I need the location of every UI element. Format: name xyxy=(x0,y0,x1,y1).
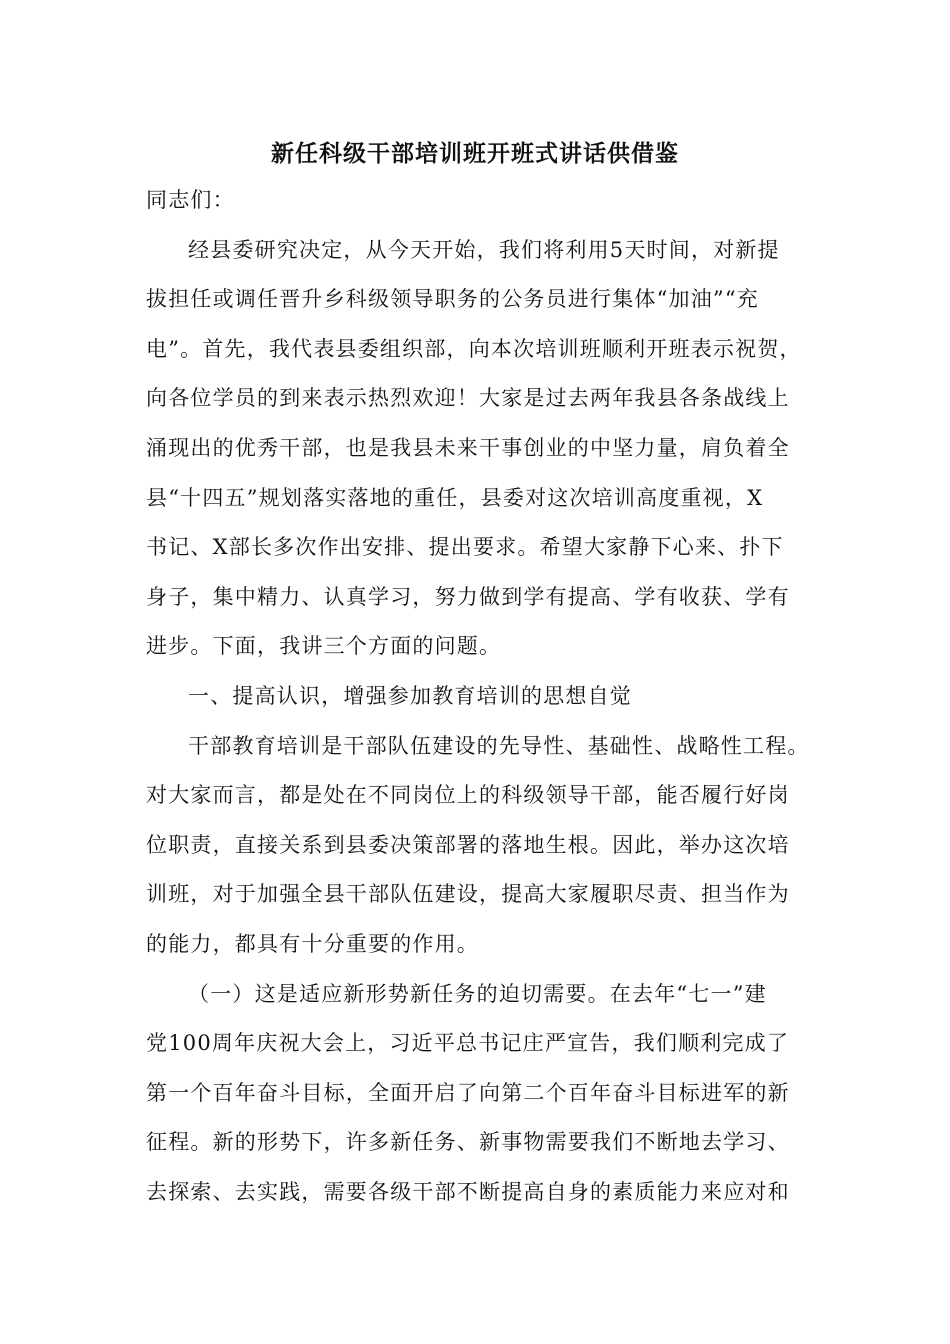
text-line: 第一个百年奋斗目标，全面开启了向第二个百年奋斗目标进军的新 xyxy=(146,1080,790,1105)
text-line: 向各位学员的到来表示热烈欢迎！大家是过去两年我县各条战线上 xyxy=(146,386,790,411)
text-line: 拔担任或调任晋升乡科级领导职务的公务员进行集体“加油”“充 xyxy=(146,287,760,312)
text-line: 身子，集中精力、认真学习，努力做到学有提高、学有收获、学有 xyxy=(146,584,790,609)
text-line: 进步。下面，我讲三个方面的问题。 xyxy=(146,634,502,659)
text-line: 位职责，直接关系到县委决策部署的落地生根。因此，举办这次培 xyxy=(146,832,790,857)
text-line: （一）这是适应新形势新任务的迫切需要。在去年“七一”建 xyxy=(188,981,767,1006)
text-line: 一、提高认识，增强参加教育培训的思想自觉 xyxy=(188,683,632,708)
text-line: 县“十四五”规划落实落地的重任，县委对这次培训高度重视，X xyxy=(146,485,764,510)
document-title: 新任科级干部培训班开班式讲话供借鉴 xyxy=(271,140,679,167)
document-body xyxy=(146,176,810,1217)
text-line: 电”。首先，我代表县委组织部，向本次培训班顺利开班表示祝贺， xyxy=(146,336,802,361)
text-line: 的能力，都具有十分重要的作用。 xyxy=(146,931,479,956)
text-line: 书记、X部长多次作出安排、提出要求。希望大家静下心来、扑下 xyxy=(146,535,784,560)
text-line: 干部教育培训是干部队伍建设的先导性、基础性、战略性工程。 xyxy=(188,733,810,758)
text-line: 征程。新的形势下，许多新任务、新事物需要我们不断地去学习、 xyxy=(146,1130,790,1155)
text-line: 党100周年庆祝大会上，习近平总书记庄严宣告，我们顺利完成了 xyxy=(146,1031,790,1056)
text-line: 对大家而言，都是处在不同岗位上的科级领导干部，能否履行好岗 xyxy=(146,783,790,808)
text-line: 去探索、去实践，需要各级干部不断提高自身的素质能力来应对和 xyxy=(146,1179,790,1204)
text-line: 训班，对于加强全县干部队伍建设，提高大家履职尽责、担当作为 xyxy=(146,882,790,907)
text-line: 同志们： xyxy=(146,188,235,212)
text-line: 经县委研究决定，从今天开始，我们将利用5天时间，对新提 xyxy=(188,237,780,262)
text-line: 涌现出的优秀干部，也是我县未来干事创业的中坚力量，肩负着全 xyxy=(146,435,790,460)
